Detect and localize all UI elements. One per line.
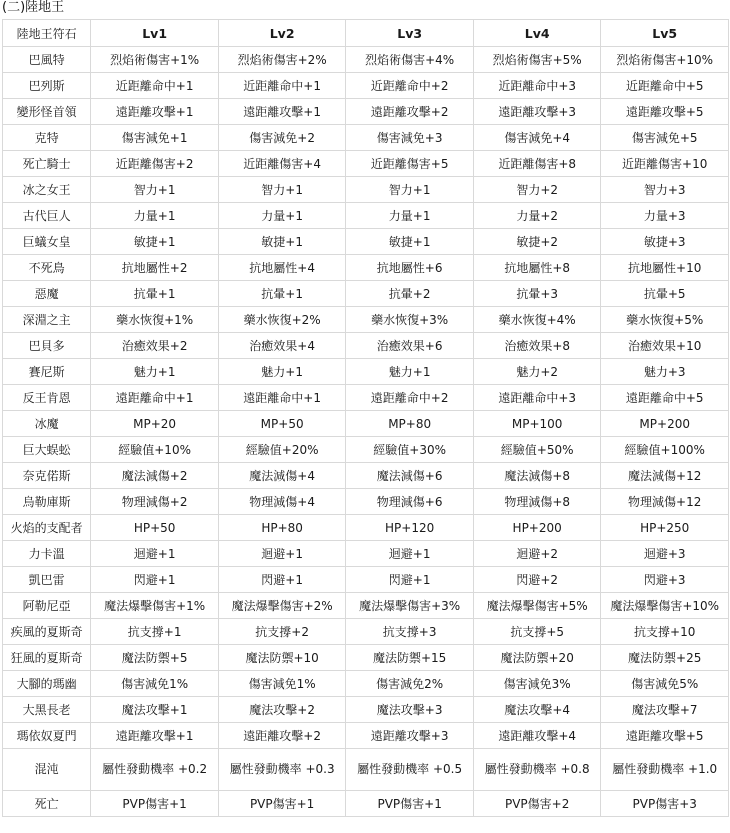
rune-name-cell: 死亡騎士 xyxy=(3,151,91,177)
lv3-cell: 魔法減傷+6 xyxy=(346,463,474,489)
header-lv3: Lv3 xyxy=(346,20,474,47)
lv1-cell: 魔法減傷+2 xyxy=(91,463,219,489)
lv1-cell: 近距離命中+1 xyxy=(91,73,219,99)
lv4-cell: 智力+2 xyxy=(473,177,601,203)
lv1-cell: 烈焰術傷害+1% xyxy=(91,47,219,73)
lv2-cell: 抗支撐+2 xyxy=(218,619,346,645)
lv1-cell: 魔法爆擊傷害+1% xyxy=(91,593,219,619)
lv2-cell: PVP傷害+1 xyxy=(218,791,346,817)
table-row xyxy=(3,151,729,177)
lv5-cell: 藥水恢復+5% xyxy=(601,307,729,333)
rune-name-cell: 巴風特 xyxy=(3,47,91,73)
lv4-cell: 屬性發動機率 +0.8 xyxy=(473,749,601,791)
lv3-cell: 遠距離攻擊+3 xyxy=(346,723,474,749)
lv2-cell: 魔法爆擊傷害+2% xyxy=(218,593,346,619)
lv3-cell: 魔法攻擊+3 xyxy=(346,697,474,723)
lv5-cell: 遠距離命中+5 xyxy=(601,385,729,411)
rune-name-cell: 賽尼斯 xyxy=(3,359,91,385)
lv4-cell: 抗地屬性+8 xyxy=(473,255,601,281)
table-header-row xyxy=(3,20,729,47)
lv1-cell: 魅力+1 xyxy=(91,359,219,385)
lv3-cell: 近距離傷害+5 xyxy=(346,151,474,177)
rune-name-cell: 瑪依奴夏門 xyxy=(3,723,91,749)
lv3-cell: 遠距離攻擊+2 xyxy=(346,99,474,125)
table-row xyxy=(3,515,729,541)
lv1-cell: HP+50 xyxy=(91,515,219,541)
rune-name-cell: 疾風的夏斯奇 xyxy=(3,619,91,645)
lv2-cell: 傷害減免+2 xyxy=(218,125,346,151)
table-row xyxy=(3,333,729,359)
rune-name-cell: 死亡 xyxy=(3,791,91,817)
lv3-cell: 抗暈+2 xyxy=(346,281,474,307)
lv1-cell: 藥水恢復+1% xyxy=(91,307,219,333)
lv5-cell: PVP傷害+3 xyxy=(601,791,729,817)
lv1-cell: 力量+1 xyxy=(91,203,219,229)
lv3-cell: HP+120 xyxy=(346,515,474,541)
lv4-cell: 遠距離命中+3 xyxy=(473,385,601,411)
table-row xyxy=(3,489,729,515)
rune-name-cell: 古代巨人 xyxy=(3,203,91,229)
lv4-cell: 治癒效果+8 xyxy=(473,333,601,359)
lv3-cell: 迴避+1 xyxy=(346,541,474,567)
lv4-cell: 經驗值+50% xyxy=(473,437,601,463)
lv1-cell: 傷害減免1% xyxy=(91,671,219,697)
header-lv1: Lv1 xyxy=(91,20,219,47)
lv2-cell: 抗暈+1 xyxy=(218,281,346,307)
lv2-cell: 魅力+1 xyxy=(218,359,346,385)
rune-name-cell: 深淵之主 xyxy=(3,307,91,333)
lv4-cell: 抗支撐+5 xyxy=(473,619,601,645)
table-row xyxy=(3,593,729,619)
lv5-cell: 魔法防禦+25 xyxy=(601,645,729,671)
lv2-cell: 烈焰術傷害+2% xyxy=(218,47,346,73)
lv5-cell: 治癒效果+10 xyxy=(601,333,729,359)
lv2-cell: 傷害減免1% xyxy=(218,671,346,697)
lv3-cell: 魔法防禦+15 xyxy=(346,645,474,671)
lv2-cell: 敏捷+1 xyxy=(218,229,346,255)
lv3-cell: 智力+1 xyxy=(346,177,474,203)
lv3-cell: MP+80 xyxy=(346,411,474,437)
lv3-cell: 藥水恢復+3% xyxy=(346,307,474,333)
lv5-cell: HP+250 xyxy=(601,515,729,541)
lv3-cell: 傷害減免2% xyxy=(346,671,474,697)
lv1-cell: 遠距離攻擊+1 xyxy=(91,99,219,125)
rune-name-cell: 凱巴雷 xyxy=(3,567,91,593)
lv2-cell: 藥水恢復+2% xyxy=(218,307,346,333)
rune-name-cell: 力卡溫 xyxy=(3,541,91,567)
rune-name-cell: 巴貝多 xyxy=(3,333,91,359)
lv2-cell: 經驗值+20% xyxy=(218,437,346,463)
section-title: (二)陸地王 xyxy=(2,0,65,15)
table-row xyxy=(3,359,729,385)
lv4-cell: 閃避+2 xyxy=(473,567,601,593)
lv5-cell: 近距離傷害+10 xyxy=(601,151,729,177)
lv4-cell: 近距離命中+3 xyxy=(473,73,601,99)
lv1-cell: MP+20 xyxy=(91,411,219,437)
lv5-cell: 物理減傷+12 xyxy=(601,489,729,515)
rune-name-cell: 巴列斯 xyxy=(3,73,91,99)
lv2-cell: 抗地屬性+4 xyxy=(218,255,346,281)
lv2-cell: 遠距離攻擊+1 xyxy=(218,99,346,125)
table-row xyxy=(3,177,729,203)
lv5-cell: 力量+3 xyxy=(601,203,729,229)
table-row xyxy=(3,229,729,255)
lv3-cell: 閃避+1 xyxy=(346,567,474,593)
lv1-cell: 抗地屬性+2 xyxy=(91,255,219,281)
table-row xyxy=(3,307,729,333)
lv4-cell: 魔法防禦+20 xyxy=(473,645,601,671)
rune-name-cell: 反王肯恩 xyxy=(3,385,91,411)
lv4-cell: 魔法攻擊+4 xyxy=(473,697,601,723)
rune-name-cell: 阿勒尼亞 xyxy=(3,593,91,619)
lv5-cell: 遠距離攻擊+5 xyxy=(601,723,729,749)
table-row xyxy=(3,73,729,99)
lv4-cell: 藥水恢復+4% xyxy=(473,307,601,333)
lv4-cell: PVP傷害+2 xyxy=(473,791,601,817)
lv2-cell: HP+80 xyxy=(218,515,346,541)
lv1-cell: 魔法防禦+5 xyxy=(91,645,219,671)
table-row xyxy=(3,645,729,671)
table-row xyxy=(3,791,729,817)
lv1-cell: 遠距離命中+1 xyxy=(91,385,219,411)
lv4-cell: 敏捷+2 xyxy=(473,229,601,255)
lv1-cell: 近距離傷害+2 xyxy=(91,151,219,177)
table-row xyxy=(3,749,729,791)
lv1-cell: 物理減傷+2 xyxy=(91,489,219,515)
lv4-cell: 抗暈+3 xyxy=(473,281,601,307)
rune-name-cell: 奈克偌斯 xyxy=(3,463,91,489)
table-row xyxy=(3,255,729,281)
lv1-cell: 傷害減免+1 xyxy=(91,125,219,151)
rune-name-cell: 巨大蜈蚣 xyxy=(3,437,91,463)
lv2-cell: 迴避+1 xyxy=(218,541,346,567)
lv5-cell: 魔法爆擊傷害+10% xyxy=(601,593,729,619)
lv5-cell: 智力+3 xyxy=(601,177,729,203)
header-rune-name: 陸地王符石 xyxy=(3,20,91,47)
lv1-cell: 魔法攻擊+1 xyxy=(91,697,219,723)
lv4-cell: 魔法減傷+8 xyxy=(473,463,601,489)
lv5-cell: 傷害減免+5 xyxy=(601,125,729,151)
lv1-cell: 屬性發動機率 +0.2 xyxy=(91,749,219,791)
lv2-cell: MP+50 xyxy=(218,411,346,437)
lv4-cell: 傷害減免+4 xyxy=(473,125,601,151)
lv5-cell: 閃避+3 xyxy=(601,567,729,593)
rune-name-cell: 火焰的支配者 xyxy=(3,515,91,541)
lv1-cell: 遠距離攻擊+1 xyxy=(91,723,219,749)
table-body xyxy=(3,47,729,817)
lv2-cell: 魔法攻擊+2 xyxy=(218,697,346,723)
table-row xyxy=(3,125,729,151)
header-lv5: Lv5 xyxy=(601,20,729,47)
lv3-cell: 傷害減免+3 xyxy=(346,125,474,151)
lv2-cell: 屬性發動機率 +0.3 xyxy=(218,749,346,791)
rune-name-cell: 烏勒庫斯 xyxy=(3,489,91,515)
rune-name-cell: 巨蟻女皇 xyxy=(3,229,91,255)
lv5-cell: 烈焰術傷害+10% xyxy=(601,47,729,73)
lv2-cell: 近距離傷害+4 xyxy=(218,151,346,177)
lv3-cell: PVP傷害+1 xyxy=(346,791,474,817)
table-row xyxy=(3,671,729,697)
lv5-cell: 抗暈+5 xyxy=(601,281,729,307)
lv3-cell: 魅力+1 xyxy=(346,359,474,385)
lv2-cell: 遠距離命中+1 xyxy=(218,385,346,411)
lv1-cell: 智力+1 xyxy=(91,177,219,203)
lv5-cell: 抗地屬性+10 xyxy=(601,255,729,281)
lv5-cell: 魔法攻擊+7 xyxy=(601,697,729,723)
lv1-cell: 抗支撐+1 xyxy=(91,619,219,645)
lv3-cell: 經驗值+30% xyxy=(346,437,474,463)
rune-name-cell: 惡魔 xyxy=(3,281,91,307)
lv3-cell: 物理減傷+6 xyxy=(346,489,474,515)
lv4-cell: 魔法爆擊傷害+5% xyxy=(473,593,601,619)
lv5-cell: 近距離命中+5 xyxy=(601,73,729,99)
table-row xyxy=(3,203,729,229)
lv4-cell: HP+200 xyxy=(473,515,601,541)
lv3-cell: 抗支撐+3 xyxy=(346,619,474,645)
rune-name-cell: 不死鳥 xyxy=(3,255,91,281)
lv1-cell: 經驗值+10% xyxy=(91,437,219,463)
rune-name-cell: 大腳的瑪幽 xyxy=(3,671,91,697)
rune-name-cell: 大黑長老 xyxy=(3,697,91,723)
lv1-cell: PVP傷害+1 xyxy=(91,791,219,817)
lv2-cell: 遠距離攻擊+2 xyxy=(218,723,346,749)
lv3-cell: 屬性發動機率 +0.5 xyxy=(346,749,474,791)
lv3-cell: 力量+1 xyxy=(346,203,474,229)
rune-name-cell: 狂風的夏斯奇 xyxy=(3,645,91,671)
lv2-cell: 物理減傷+4 xyxy=(218,489,346,515)
lv5-cell: 魔法減傷+12 xyxy=(601,463,729,489)
lv4-cell: 物理減傷+8 xyxy=(473,489,601,515)
lv3-cell: 魔法爆擊傷害+3% xyxy=(346,593,474,619)
lv4-cell: 遠距離攻擊+4 xyxy=(473,723,601,749)
lv5-cell: 遠距離攻擊+5 xyxy=(601,99,729,125)
lv3-cell: 近距離命中+2 xyxy=(346,73,474,99)
lv4-cell: 遠距離攻擊+3 xyxy=(473,99,601,125)
rune-name-cell: 克特 xyxy=(3,125,91,151)
table-row xyxy=(3,697,729,723)
lv2-cell: 力量+1 xyxy=(218,203,346,229)
lv3-cell: 遠距離命中+2 xyxy=(346,385,474,411)
lv5-cell: 魅力+3 xyxy=(601,359,729,385)
rune-name-cell: 混沌 xyxy=(3,749,91,791)
lv3-cell: 治癒效果+6 xyxy=(346,333,474,359)
table-row xyxy=(3,385,729,411)
lv4-cell: 力量+2 xyxy=(473,203,601,229)
rune-name-cell: 冰之女王 xyxy=(3,177,91,203)
header-lv2: Lv2 xyxy=(218,20,346,47)
lv1-cell: 閃避+1 xyxy=(91,567,219,593)
lv1-cell: 抗暈+1 xyxy=(91,281,219,307)
table-row xyxy=(3,437,729,463)
lv3-cell: 抗地屬性+6 xyxy=(346,255,474,281)
lv1-cell: 迴避+1 xyxy=(91,541,219,567)
header-lv4: Lv4 xyxy=(473,20,601,47)
lv4-cell: 迴避+2 xyxy=(473,541,601,567)
table-row xyxy=(3,619,729,645)
rune-name-cell: 變形怪首領 xyxy=(3,99,91,125)
lv4-cell: 魅力+2 xyxy=(473,359,601,385)
table-row xyxy=(3,281,729,307)
table-row xyxy=(3,541,729,567)
lv2-cell: 魔法減傷+4 xyxy=(218,463,346,489)
lv5-cell: 迴避+3 xyxy=(601,541,729,567)
table-row xyxy=(3,723,729,749)
table-row xyxy=(3,47,729,73)
table-row xyxy=(3,99,729,125)
lv4-cell: 傷害減免3% xyxy=(473,671,601,697)
lv2-cell: 魔法防禦+10 xyxy=(218,645,346,671)
table-row xyxy=(3,567,729,593)
lv5-cell: 抗支撐+10 xyxy=(601,619,729,645)
table-row xyxy=(3,411,729,437)
rune-name-cell: 冰魔 xyxy=(3,411,91,437)
lv3-cell: 敏捷+1 xyxy=(346,229,474,255)
lv4-cell: 近距離傷害+8 xyxy=(473,151,601,177)
lv3-cell: 烈焰術傷害+4% xyxy=(346,47,474,73)
lv4-cell: MP+100 xyxy=(473,411,601,437)
lv2-cell: 近距離命中+1 xyxy=(218,73,346,99)
lv5-cell: 經驗值+100% xyxy=(601,437,729,463)
lv4-cell: 烈焰術傷害+5% xyxy=(473,47,601,73)
lv2-cell: 智力+1 xyxy=(218,177,346,203)
rune-stats-table xyxy=(2,19,729,817)
lv1-cell: 治癒效果+2 xyxy=(91,333,219,359)
lv5-cell: MP+200 xyxy=(601,411,729,437)
lv5-cell: 傷害減免5% xyxy=(601,671,729,697)
lv5-cell: 屬性發動機率 +1.0 xyxy=(601,749,729,791)
lv2-cell: 閃避+1 xyxy=(218,567,346,593)
lv5-cell: 敏捷+3 xyxy=(601,229,729,255)
lv2-cell: 治癒效果+4 xyxy=(218,333,346,359)
table-row xyxy=(3,463,729,489)
lv1-cell: 敏捷+1 xyxy=(91,229,219,255)
